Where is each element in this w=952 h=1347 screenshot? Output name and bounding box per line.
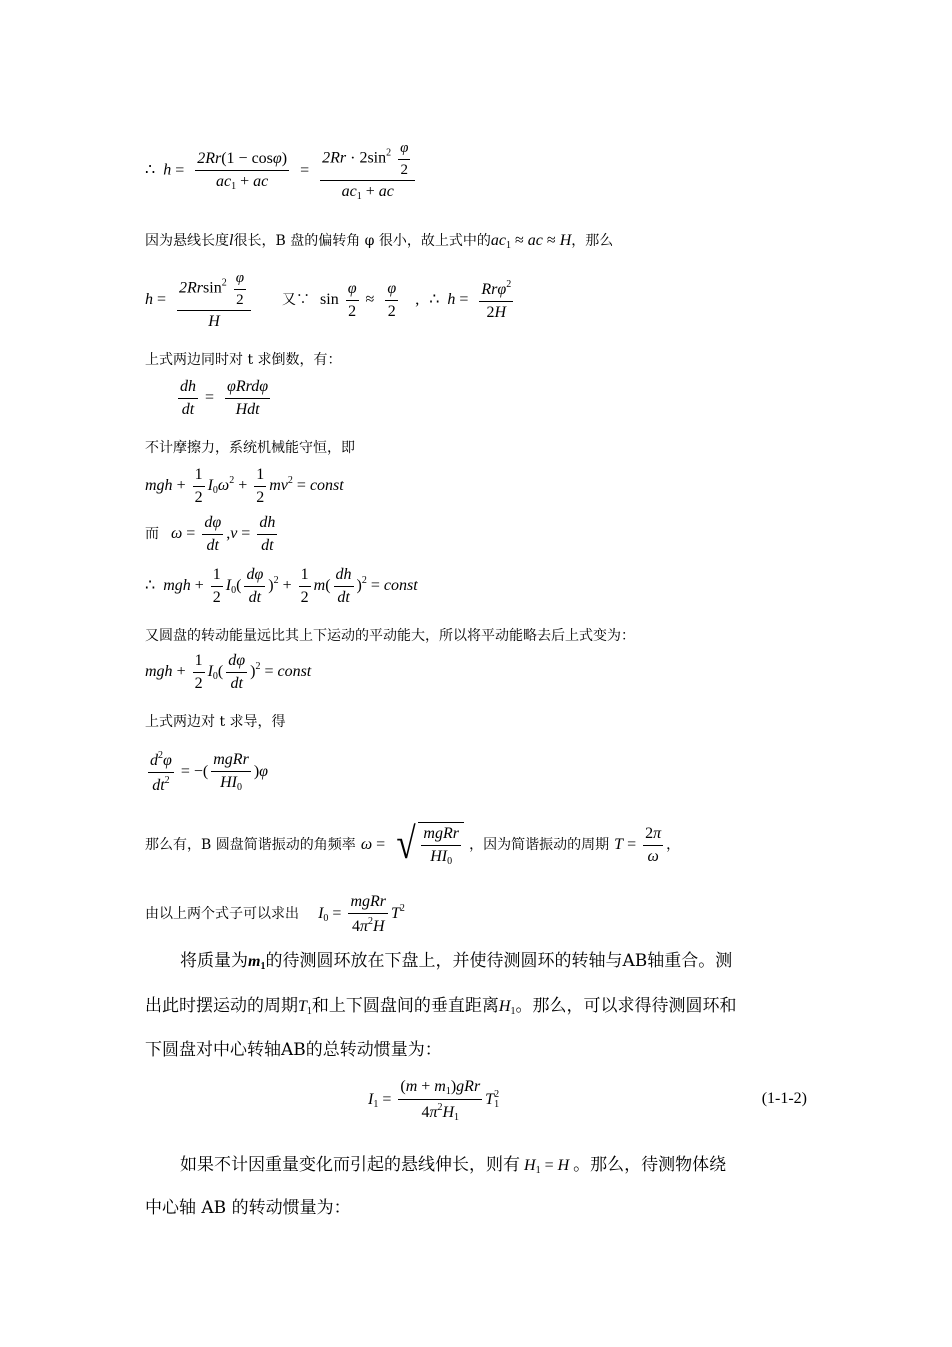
- equation-h-2: h = 2Rrsin$^2$ $\frac{\varphi}{2}$ H 又∵ sin $\frac{\varphi}{2}$ ≈ $\frac{\varphi}{2}$ , ∴ h = $\frac{Rr\varphi^2}{2H}$: [145, 270, 512, 330]
- paragraph-1-line-1: 将质量为$m_1$的待测圆环放在下盘上，并使待测圆环的转轴与AB轴重合。测: [180, 951, 733, 972]
- and-label: 而: [145, 525, 159, 542]
- paragraph-1-line-3: 下圆盘对中心转轴AB的总转动惯量为：: [145, 1040, 442, 1060]
- text-segment: 很长，B 盘的偏转角 φ 很小，故上式中的: [233, 233, 491, 249]
- text-line-5: 上式两边对 t 求导，得: [145, 714, 286, 730]
- text-segment: ，那么: [571, 233, 614, 249]
- text-segment: ，因为简谐振动的周期: [469, 836, 610, 853]
- text-segment: 的待测圆环放在下盘上，并使待测圆环的转轴与AB轴重合。测: [265, 951, 733, 971]
- equation-h-1: ∴ h = $\frac{2Rr(1 - \cos\varphi)}{ac_1 + ac}$ = $2Rr \cdot 2\sin^2$ $\frac{\varphi}{2}$ $ac_1$ + ac: [145, 140, 418, 202]
- text-segment: 和上下圆盘间的垂直距离: [311, 996, 499, 1016]
- text-segment: 由以上两个式子可以求出: [145, 905, 299, 922]
- text-line-6: 那么有，B 圆盘简谐振动的角频率 ω = √ $\frac{\text{mgRr}}{HI_0}$ ，因为简谐振动的周期 T = $\frac{2\pi}{\omega}$ ，: [145, 819, 681, 868]
- text-line-4: 又圆盘的转动能量远比其上下运动的平动能大，所以将平动能略去后上式变为：: [145, 628, 635, 644]
- text-segment: 如果不计因重量变化而引起的悬线伸长，则有: [180, 1155, 520, 1175]
- text-segment: 。那么，待测物体绕: [573, 1155, 727, 1175]
- text-segment: 。那么，可以求得待测圆环和: [515, 996, 737, 1016]
- text-segment: 将质量为: [180, 951, 248, 971]
- text-segment: 因为悬线长度: [145, 233, 229, 249]
- paragraph-2-line-2: 中心轴 AB 的转动惯量为：: [145, 1198, 351, 1218]
- equation-number: (1-1-2): [761, 1090, 807, 1107]
- text-segment: 那么有，B 圆盘简谐振动的角频率: [145, 836, 356, 853]
- because-label: 又∵: [282, 291, 311, 308]
- sqrt-expression: √ $\frac{\text{mgRr}}{HI_0}$: [394, 822, 464, 867]
- paragraph-1-line-2: 出此时摆运动的周期$T_1$和上下圆盘间的垂直距离$H_1$。那么，可以求得待测圆环和: [145, 996, 737, 1017]
- equation-energy: mgh + $\frac{1}{2}$ $I_0\omega^2$ + $\frac{1}{2}$ $mv^2$ = const: [145, 466, 344, 506]
- text-line-2: 上式两边同时对 t 求倒数，有：: [145, 352, 342, 368]
- equation-dh-dt: $\frac{dh}{dt}$ = $\frac{\text{φRrdφ}}{\text{Hdt}}$: [180, 378, 269, 418]
- equation-energy-2: ∴ mgh + $\frac{1}{2}$ $I_0$( $\frac{d\varphi}{dt}$ )$^2$ + $\frac{1}{2}$ m( $\frac{dh}{dt}$ )$^2$ = const: [145, 566, 418, 606]
- text-line-1: 因为悬线长度l很长，B 盘的偏转角 φ 很小，故上式中的$ac_1$ ≈ ac ≈ H，那么: [145, 232, 614, 251]
- paragraph-2-line-1: 如果不计因重量变化而引起的悬线伸长，则有 $H_1 = H$ 。那么，待测物体绕: [180, 1155, 727, 1176]
- equation-energy-3: mgh + $\frac{1}{2}$ $I_0$( $\frac{d\varphi}{dt}$ )$^2$ = const: [145, 652, 312, 692]
- equation-diff: $\frac{d^2\varphi}{dt^2}$ = −( $\frac{\text{mgRr}}{HI_0}$ )φ: [150, 750, 268, 794]
- text-segment: 出此时摆运动的周期: [145, 996, 298, 1016]
- text-line-7: 由以上两个式子可以求出 $I_0$ = $\frac{\text{mgRr}}{4\pi^2H}$ $T^2$: [145, 893, 405, 935]
- text-line-3: 不计摩擦力，系统机械能守恒，即: [145, 440, 355, 456]
- equation-I1: $I_1$ = $\frac{(m + m_1)gRr}{4\pi^2H_1}$ $T_1^2$: [368, 1078, 500, 1123]
- equation-omega-v: 而 ω = $\frac{d\varphi}{dt}$ ,v = $\frac{dh}{dt}$: [145, 514, 276, 554]
- text-segment: ，: [666, 836, 681, 853]
